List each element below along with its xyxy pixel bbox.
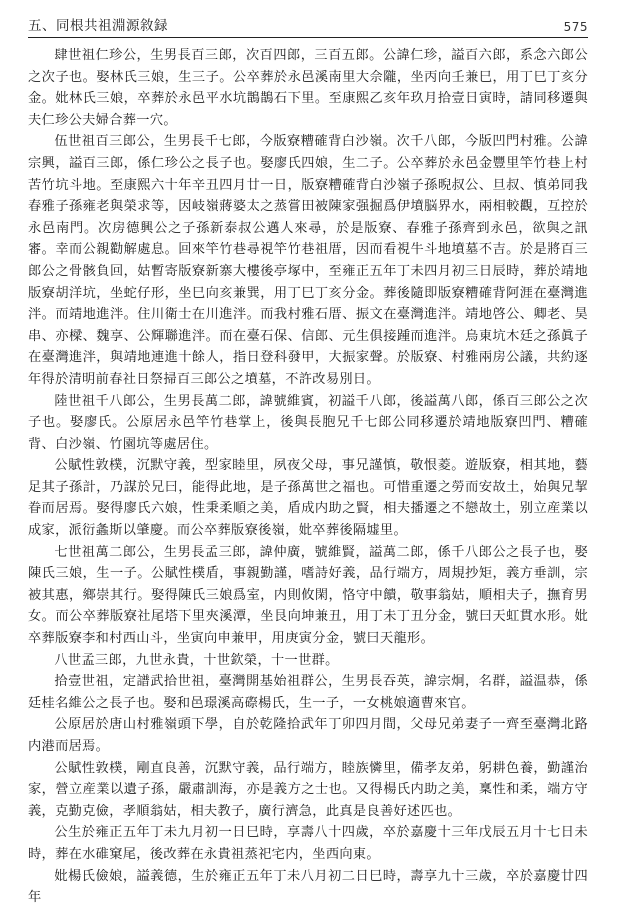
paragraph: 伍世祖百三郎公，生男長千七郎，今版寮糟確背白沙嶺。次千八郎，今版凹門村雅。公諱宗興，謚百三郎，係仁珍公之長子也。娶廖氏四娘，生二子。公卒葬於永邑金豐里竿竹巷上村苦竹坑斗地。至康熙六十年辛丑四月廿一日，版寮糟確背白沙嶺子孫晲叔公、旦叔、慎弟同我春雅子孫雍老與榮求等，因岐嶺蔣婆太之蒸嘗田被陳家强掘爲伊墳脳界水，兩相較觀，互控於永邑南門。次房德興公之子孫新泰叔公邁人來尋，於是版寮、春雅子孫齊到永邑，欲與之訊審。幸而公親勸解處息。回來竿竹巷尋視竿竹巷祖厝，因而看視牛斗地墳墓不吉。於是將百三郎公之骨骸負回，姑暫寄版寮新寨大樓後亭塚中，至雍正五年丁未四月初三日辰時，葬於靖地版寮胡洋坑，坐蛇仔形，坐巳向亥兼巽，用丁巳丁亥分金。葬後隨即版寮糟確背阿涯在臺灣進泮。而靖地進泮。住川衛士在川進泮。而我村雅石厝、振文在臺灣進泮。靖地啓公、卿老、昊串、亦樑、魏享、公輝聯進泮。而在臺石保、信郎、元生俱接踵而進泮。烏東坑木廷之孫眞子在臺灣進泮，與靖地連進十餘人，指日登科發甲，大振家聲。於版寮、村雅兩房公議，共約逐年得於清明前春社日祭掃百三郎公之墳墓，不許改易別日。 xyxy=(28,134,588,387)
page-number: 575 xyxy=(563,20,588,34)
paragraph: 公賦性敦樸，沉默守義，型家睦里，夙夜父母，事兄謹慎，敬恨菱。遊版寮，相其地，藝足其子孫計，乃謀於兄曰，能得此地，是子孫萬世之福也。可惜重遷之勞而安故土，始與兄挈眷而居焉。娶得廖氏六娘，性秉柔順之美，盾成内助之賢，相夫播遷之不戀故土，别立産業以成家，派衍螽斯以肇慶。而公卒葬版寮後嶺，妣卒葬後隔墟里。 xyxy=(28,458,588,539)
paragraph: 妣楊氏儉娘，謚義德，生於雍正五年丁未八月初二日巳時，壽享九十三歲，卒於嘉慶廿四年 xyxy=(28,868,588,906)
running-header xyxy=(28,0,588,38)
paragraph: 肆世祖仁珍公，生男長百三郎，次百四郎，三百五郎。公諱仁珍，謚百六郎，系念六郎公之次子也。娶林氏三娘，生三子。公卒葬於永邑溪南里大佘隴，坐丙向壬兼巳，用丁巳丁亥分金。妣林氏三娘，卒葬於永邑平水坑鵲鵲石下里。至康熙乙亥年玖月拾壹日寅時，請同移遷與夫仁珍公夫婦合葬一穴。 xyxy=(28,48,588,128)
paragraph: 公賦性敦樸，剛直良善，沉默守義，品行端方，睦族憐里，備孝友弟，躬耕色養，勤謹治家，營立産業以遺子孫，嚴肅訓海，亦是義方之士也。又得楊氏内助之美，稟性和柔，端方守義，克勤克儉，孝順翁姑，相夫教子，廣行濟急，此真是良善好述匹也。 xyxy=(28,760,588,819)
paragraph: 拾壹世祖，定譜武拾世祖，臺灣開基始祖群公，生男長吞英，諱宗炯，名群，謚温恭，係廷桂名維公之長子也。娶和邑璟溪高磜楊氏，生一子，一女桃娘適曹來官。 xyxy=(28,674,588,711)
paragraph: 公原居於唐山村雅嶺頭下學，自於乾隆拾武年丁卯四月間，父母兄弟妻子一齊至臺灣北路内港而居焉。 xyxy=(28,717,588,754)
section-title: 五、同根共祖淵源敘録 xyxy=(28,17,168,34)
paragraph: 七世祖萬二郎公，生男長孟三郎，諱仲廣，號維賢，謚萬二郎，係千八郎公之長子也，娶陳氏三娘，生一子。公賦性樸盾，事親勤謹，嗜詩好義，品行端方，周規抄矩，義方垂訓，宗被其惠，鄉崇其行。娶得陳氏三娘爲室，内則攸閑，恪守中饋，敬事翁姑，順相夫子，撫育男女。而公卒葬版寮社尾塔下里夾溪潭，坐艮向坤兼丑，用丁未丁丑分金，號曰天虹貫水形。妣卒葬版寮李和村西山斗，坐寅向申兼甲，用庚寅分金，號曰天龍形。 xyxy=(28,544,588,647)
paragraph: 陸世祖千八郎公，生男長萬二郎，諱號維賓，初謚千八郎，後謚萬八郎，係百三郎公之次子也。娶廖氏。公原居永邑竿竹巷掌上，後與長胞兄千七郎公同移遷於靖地版寮凹門、糟確背、白沙嶺、竹園坑等處居住。 xyxy=(28,393,588,452)
paragraph: 公生於雍正五年丁未九月初一日巳時，享壽八十四歲，卒於嘉慶十三年戊辰五月十七日未時，葬在水碓窠尾，後改葬在永貴祖蒸祀宅内，坐西向東。 xyxy=(28,825,588,862)
paragraph: 八世孟三郎，九世永貴，十世欽榮，十一世群。 xyxy=(54,652,339,668)
body-text xyxy=(28,45,588,909)
